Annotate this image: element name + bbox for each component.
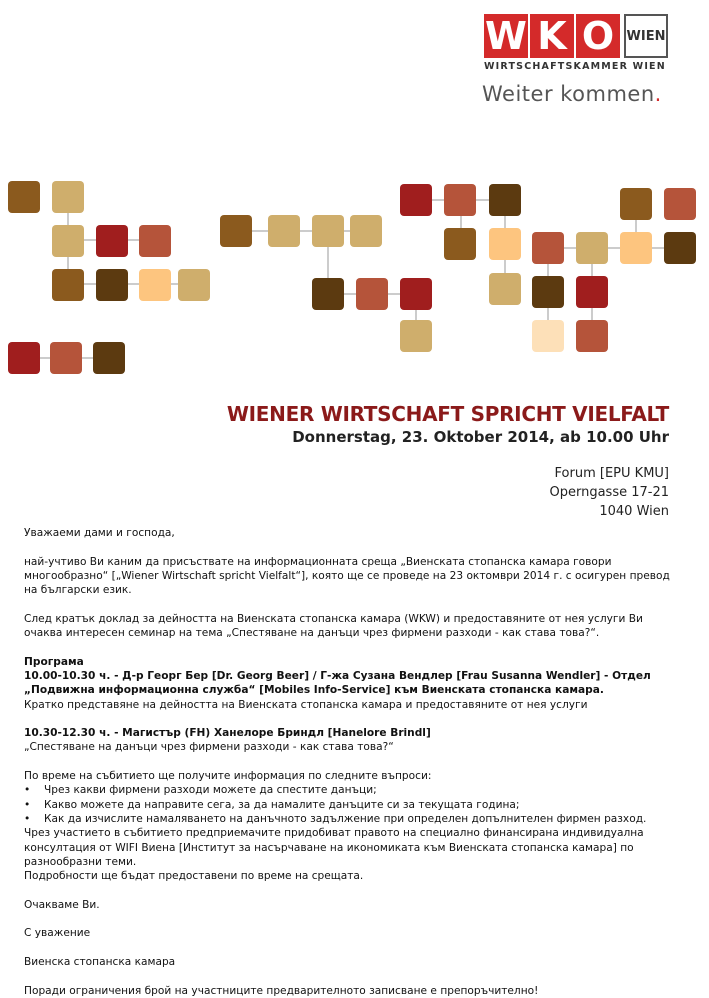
square: [400, 278, 432, 310]
square: [576, 232, 608, 264]
square: [50, 342, 82, 374]
closing-regards: С уважение: [24, 927, 91, 940]
square: [444, 184, 476, 216]
paragraph-details: Подробности ще бъдат предоставени по време на срещата.: [24, 870, 364, 883]
square: [350, 215, 382, 247]
square: [664, 188, 696, 220]
slogan-dot: .: [654, 82, 662, 106]
program-slot-1-description: Кратко представяне на дейността на Виенската стопанска камара и предоставяните от нея услуги: [24, 698, 588, 711]
square: [532, 320, 564, 352]
program-slot-2-description: „Спестяване на данъци чрез фирмени разходи - как става това?“: [24, 741, 394, 754]
program-slot-1: 10.00-10.30 ч. - Д-р Георг Бер [Dr. Georg Beer] / Г-жа Сузана Вендлер [Frau Susanna Wendler] - Отдел „Подвижна информационна служба“ [Mobiles Info-Service] към Виенската стопанска камара.: [24, 669, 651, 697]
paragraph-invitation: най-учтиво Ви каним да присъствате на информационната среща „Виенската стопанска камара говори многообразно“ [„Wiener Wirtschaft spricht Vielfalt“], която ще се проведе на 23 октомври 2014 г. с осигурен превод на български език.: [24, 555, 670, 597]
program-heading: Програма: [24, 655, 84, 668]
list-item: • Как да изчислите намаляването на данъчното задължение при определен допълнителен фирмен разход.: [24, 812, 684, 826]
paragraph-seminar: След кратък доклад за дейността на Виенската стопанска камара (WKW) и предоставяните от нея услуги Ви очаква интересен семинар на тема „Спестяване на данъци чрез фирмени разходи - как става това?“.: [24, 612, 643, 640]
slogan: [482, 82, 662, 106]
logo-letter-k: K: [530, 14, 574, 58]
square: [620, 232, 652, 264]
paragraph-consultation: Чрез участието в събитието предприемачите придобиват правото на специално финансирана индивидуална консултация от WIFI Виена [Институт за насърчаване на икономиката към Виенската стопанска камара] по разнообразни теми.: [24, 827, 644, 868]
square: [576, 276, 608, 308]
square: [576, 320, 608, 352]
logo-letters: [484, 14, 674, 58]
event-date: Donnerstag, 23. Oktober 2014, ab 10.00 Uhr: [292, 428, 669, 446]
square: [444, 228, 476, 260]
square: [620, 188, 652, 220]
decorative-squares-graphic: [0, 180, 709, 380]
square: [139, 225, 171, 257]
logo-wien-badge: WIEN: [624, 14, 668, 58]
square: [268, 215, 300, 247]
square: [312, 215, 344, 247]
square: [93, 342, 125, 374]
greeting: Уважаеми дами и господа,: [24, 527, 175, 539]
address-line: Operngasse 17-21: [549, 485, 669, 500]
list-item: • Чрез какви фирмени разходи можете да спестите данъци;: [24, 783, 684, 797]
slogan-text: Weiter kommen: [482, 82, 655, 106]
logo-letter-o: O: [576, 14, 620, 58]
letter-body: [24, 526, 684, 998]
closing-expect: Очакваме Ви.: [24, 898, 100, 911]
squares: [8, 181, 696, 374]
logo-letter-w: W: [485, 14, 527, 58]
square: [664, 232, 696, 264]
square: [400, 320, 432, 352]
signature: Виенска стопанска камара: [24, 955, 176, 968]
address-line: 1040 Wien: [599, 504, 669, 519]
logo-subtitle: WIRTSCHAFTSKAMMER WIEN: [484, 61, 666, 72]
square: [312, 278, 344, 310]
square: [8, 181, 40, 213]
square: [356, 278, 388, 310]
event-address: [549, 464, 669, 521]
square: [52, 269, 84, 301]
square: [532, 276, 564, 308]
list-item: • Какво можете да направите сега, за да намалите данъците си за текущата година;: [24, 798, 684, 812]
square: [489, 273, 521, 305]
square: [532, 232, 564, 264]
square: [220, 215, 252, 247]
square: [139, 269, 171, 301]
square: [178, 269, 210, 301]
square: [96, 225, 128, 257]
program-slot-2: 10.30-12.30 ч. - Магистър (FH) Ханелоре Бриндл [Hanelore Brindl]: [24, 727, 431, 740]
event-title: WIENER WIRTSCHAFT SPRICHT VIELFALT: [226, 402, 669, 426]
square: [400, 184, 432, 216]
address-line: Forum [EPU KMU]: [554, 466, 669, 481]
wko-logo: [484, 14, 674, 72]
square: [96, 269, 128, 301]
registration-note: Поради ограничения брой на участниците предварителното записване е препоръчително!: [24, 984, 539, 997]
square: [52, 225, 84, 257]
square: [52, 181, 84, 213]
square: [489, 184, 521, 216]
square: [489, 228, 521, 260]
questions-list: [24, 783, 684, 826]
questions-intro: По време на събитието ще получите информация по следните въпроси:: [24, 770, 432, 783]
square: [8, 342, 40, 374]
